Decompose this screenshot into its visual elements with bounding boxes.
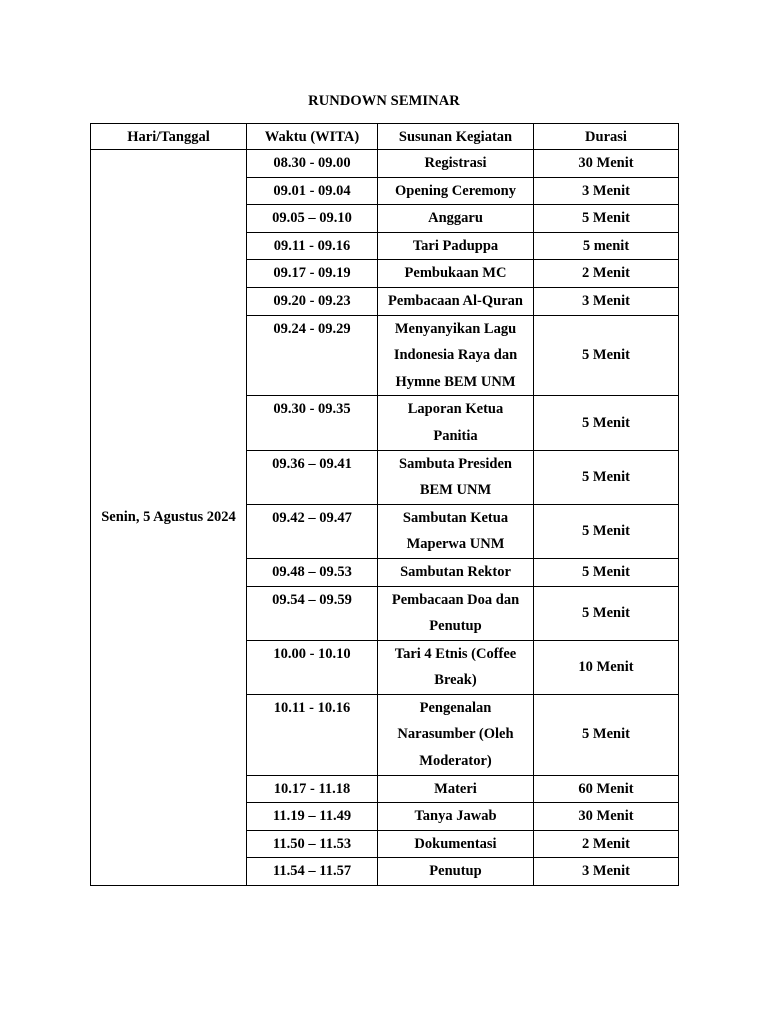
- header-duration: Durasi: [534, 124, 679, 150]
- time-cell: 09.36 – 09.41: [247, 450, 378, 504]
- duration-cell: 5 Menit: [534, 504, 679, 558]
- activity-cell: Tari 4 Etnis (Coffee Break): [378, 640, 534, 694]
- time-cell: 09.24 - 09.29: [247, 315, 378, 396]
- time-cell: 09.05 – 09.10: [247, 205, 378, 233]
- table-row: [91, 150, 679, 178]
- duration-cell: 2 Menit: [534, 830, 679, 858]
- header-date: Hari/Tanggal: [91, 124, 247, 150]
- activity-cell: Sambutan Ketua Maperwa UNM: [378, 504, 534, 558]
- activity-cell: Laporan Ketua Panitia: [378, 396, 534, 450]
- duration-cell: 5 menit: [534, 232, 679, 260]
- time-cell: 09.54 – 09.59: [247, 586, 378, 640]
- activity-cell: Tanya Jawab: [378, 803, 534, 831]
- activity-cell: Dokumentasi: [378, 830, 534, 858]
- duration-cell: 60 Menit: [534, 775, 679, 803]
- activity-cell: Pembacaan Al-Quran: [378, 287, 534, 315]
- activity-cell: Registrasi: [378, 150, 534, 178]
- activity-cell: Pembacaan Doa dan Penutup: [378, 586, 534, 640]
- time-cell: 11.54 – 11.57: [247, 858, 378, 886]
- time-cell: 09.20 - 09.23: [247, 287, 378, 315]
- activity-cell: Sambutan Rektor: [378, 558, 534, 586]
- time-cell: 09.42 – 09.47: [247, 504, 378, 558]
- time-cell: 09.17 - 09.19: [247, 260, 378, 288]
- duration-cell: 5 Menit: [534, 586, 679, 640]
- date-cell: Senin, 5 Agustus 2024: [91, 150, 247, 886]
- time-cell: 11.50 – 11.53: [247, 830, 378, 858]
- activity-cell: Pembukaan MC: [378, 260, 534, 288]
- time-cell: 08.30 - 09.00: [247, 150, 378, 178]
- header-time: Waktu (WITA): [247, 124, 378, 150]
- duration-cell: 2 Menit: [534, 260, 679, 288]
- duration-cell: 3 Menit: [534, 177, 679, 205]
- duration-cell: 5 Menit: [534, 558, 679, 586]
- duration-cell: 30 Menit: [534, 803, 679, 831]
- time-cell: 11.19 – 11.49: [247, 803, 378, 831]
- duration-cell: 30 Menit: [534, 150, 679, 178]
- document-title: RUNDOWN SEMINAR: [308, 93, 460, 109]
- duration-cell: 5 Menit: [534, 205, 679, 233]
- rundown-table: [90, 123, 679, 886]
- activity-cell: Anggaru: [378, 205, 534, 233]
- duration-cell: 5 Menit: [534, 315, 679, 396]
- activity-cell: Tari Paduppa: [378, 232, 534, 260]
- duration-cell: 3 Menit: [534, 287, 679, 315]
- time-cell: 09.11 - 09.16: [247, 232, 378, 260]
- time-cell: 09.01 - 09.04: [247, 177, 378, 205]
- activity-cell: Sambuta Presiden BEM UNM: [378, 450, 534, 504]
- table-header-row: [91, 124, 679, 150]
- rundown-body: [91, 150, 679, 886]
- activity-cell: Pengenalan Narasumber (Oleh Moderator): [378, 694, 534, 775]
- header-activity: Susunan Kegiatan: [378, 124, 534, 150]
- duration-cell: 5 Menit: [534, 694, 679, 775]
- activity-cell: Menyanyikan Lagu Indonesia Raya dan Hymne BEM UNM: [378, 315, 534, 396]
- duration-cell: 10 Menit: [534, 640, 679, 694]
- time-cell: 10.11 - 10.16: [247, 694, 378, 775]
- activity-cell: Penutup: [378, 858, 534, 886]
- activity-cell: Materi: [378, 775, 534, 803]
- time-cell: 09.30 - 09.35: [247, 396, 378, 450]
- duration-cell: 3 Menit: [534, 858, 679, 886]
- activity-cell: Opening Ceremony: [378, 177, 534, 205]
- duration-cell: 5 Menit: [534, 450, 679, 504]
- duration-cell: 5 Menit: [534, 396, 679, 450]
- time-cell: 10.00 - 10.10: [247, 640, 378, 694]
- time-cell: 10.17 - 11.18: [247, 775, 378, 803]
- time-cell: 09.48 – 09.53: [247, 558, 378, 586]
